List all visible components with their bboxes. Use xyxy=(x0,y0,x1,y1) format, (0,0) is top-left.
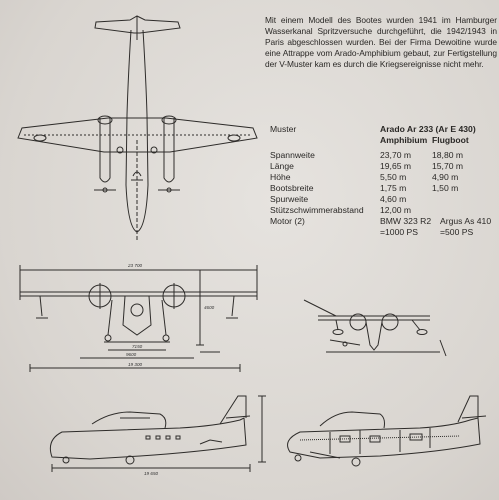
spec-row-label: Spannweite xyxy=(270,150,315,160)
spec-motor-v2-line1: Argus As 410 xyxy=(440,216,492,226)
spec-motor-v1-line1: BMW 323 R2 xyxy=(380,216,432,226)
front-view-drawing xyxy=(20,265,257,372)
spec-row-v2: 15,70 m xyxy=(432,161,464,171)
description-paragraph: Mit einem Modell des Bootes wurden 1941 im Hamburger Wasserkanal Spritzversuche durchgeführt, die 1942/1943 in Paris abgeschlossen wurden. Bei der Firma Dewoitine wurde eine Attrappe vom Arado-Amphibium gebaut, zur Fertigstellung der V-Muster kam es durch die Kriegsereignisse nicht mehr. xyxy=(265,15,497,70)
dim-h1: 4600 xyxy=(204,305,215,310)
spec-header-value: Arado Ar 233 (Ar E 430) xyxy=(380,124,476,134)
spec-row-v2: 1,50 m xyxy=(432,183,459,193)
dim-length: 19 650 xyxy=(144,471,159,476)
spec-header-label: Muster xyxy=(270,124,297,134)
amphibian-side-drawing xyxy=(50,396,266,472)
spec-row-v1: 19,65 m xyxy=(380,161,412,171)
spec-row-v1: 12,00 m xyxy=(380,205,412,215)
spec-row-label: Länge xyxy=(270,161,294,171)
dim-d2: 9600 xyxy=(126,352,137,357)
spec-row-label: Bootsbreite xyxy=(270,183,314,193)
spec-row-v2: 18,80 m xyxy=(432,150,464,160)
spec-row-label: Spurweite xyxy=(270,194,309,204)
spec-col-flugboot: Flugboot xyxy=(432,135,469,145)
spec-row-label: Stützschwimmerabstand xyxy=(270,205,364,215)
dim-d3: 19 300 xyxy=(128,362,143,367)
spec-row-v1: 4,60 m xyxy=(380,194,407,204)
spec-motor-v1-line2: =1000 PS xyxy=(380,227,418,237)
spec-col-amphibium: Amphibium xyxy=(380,135,428,145)
spec-motor-label: Motor (2) xyxy=(270,216,305,226)
spec-row-v1: 23,70 m xyxy=(380,150,412,160)
plan-view-drawing xyxy=(18,16,257,240)
cutaway-side-drawing xyxy=(288,396,486,466)
spec-row-v1: 5,50 m xyxy=(380,172,407,182)
spec-row-v1: 1,75 m xyxy=(380,183,407,193)
spec-motor-v2-line2: =500 PS xyxy=(440,227,474,237)
dim-d1: 7150 xyxy=(132,344,143,349)
flying-boat-front-drawing xyxy=(304,300,446,356)
dim-span: 23 700 xyxy=(128,263,143,268)
spec-row-label: Höhe xyxy=(270,172,291,182)
spec-row-v2: 4,90 m xyxy=(432,172,459,182)
